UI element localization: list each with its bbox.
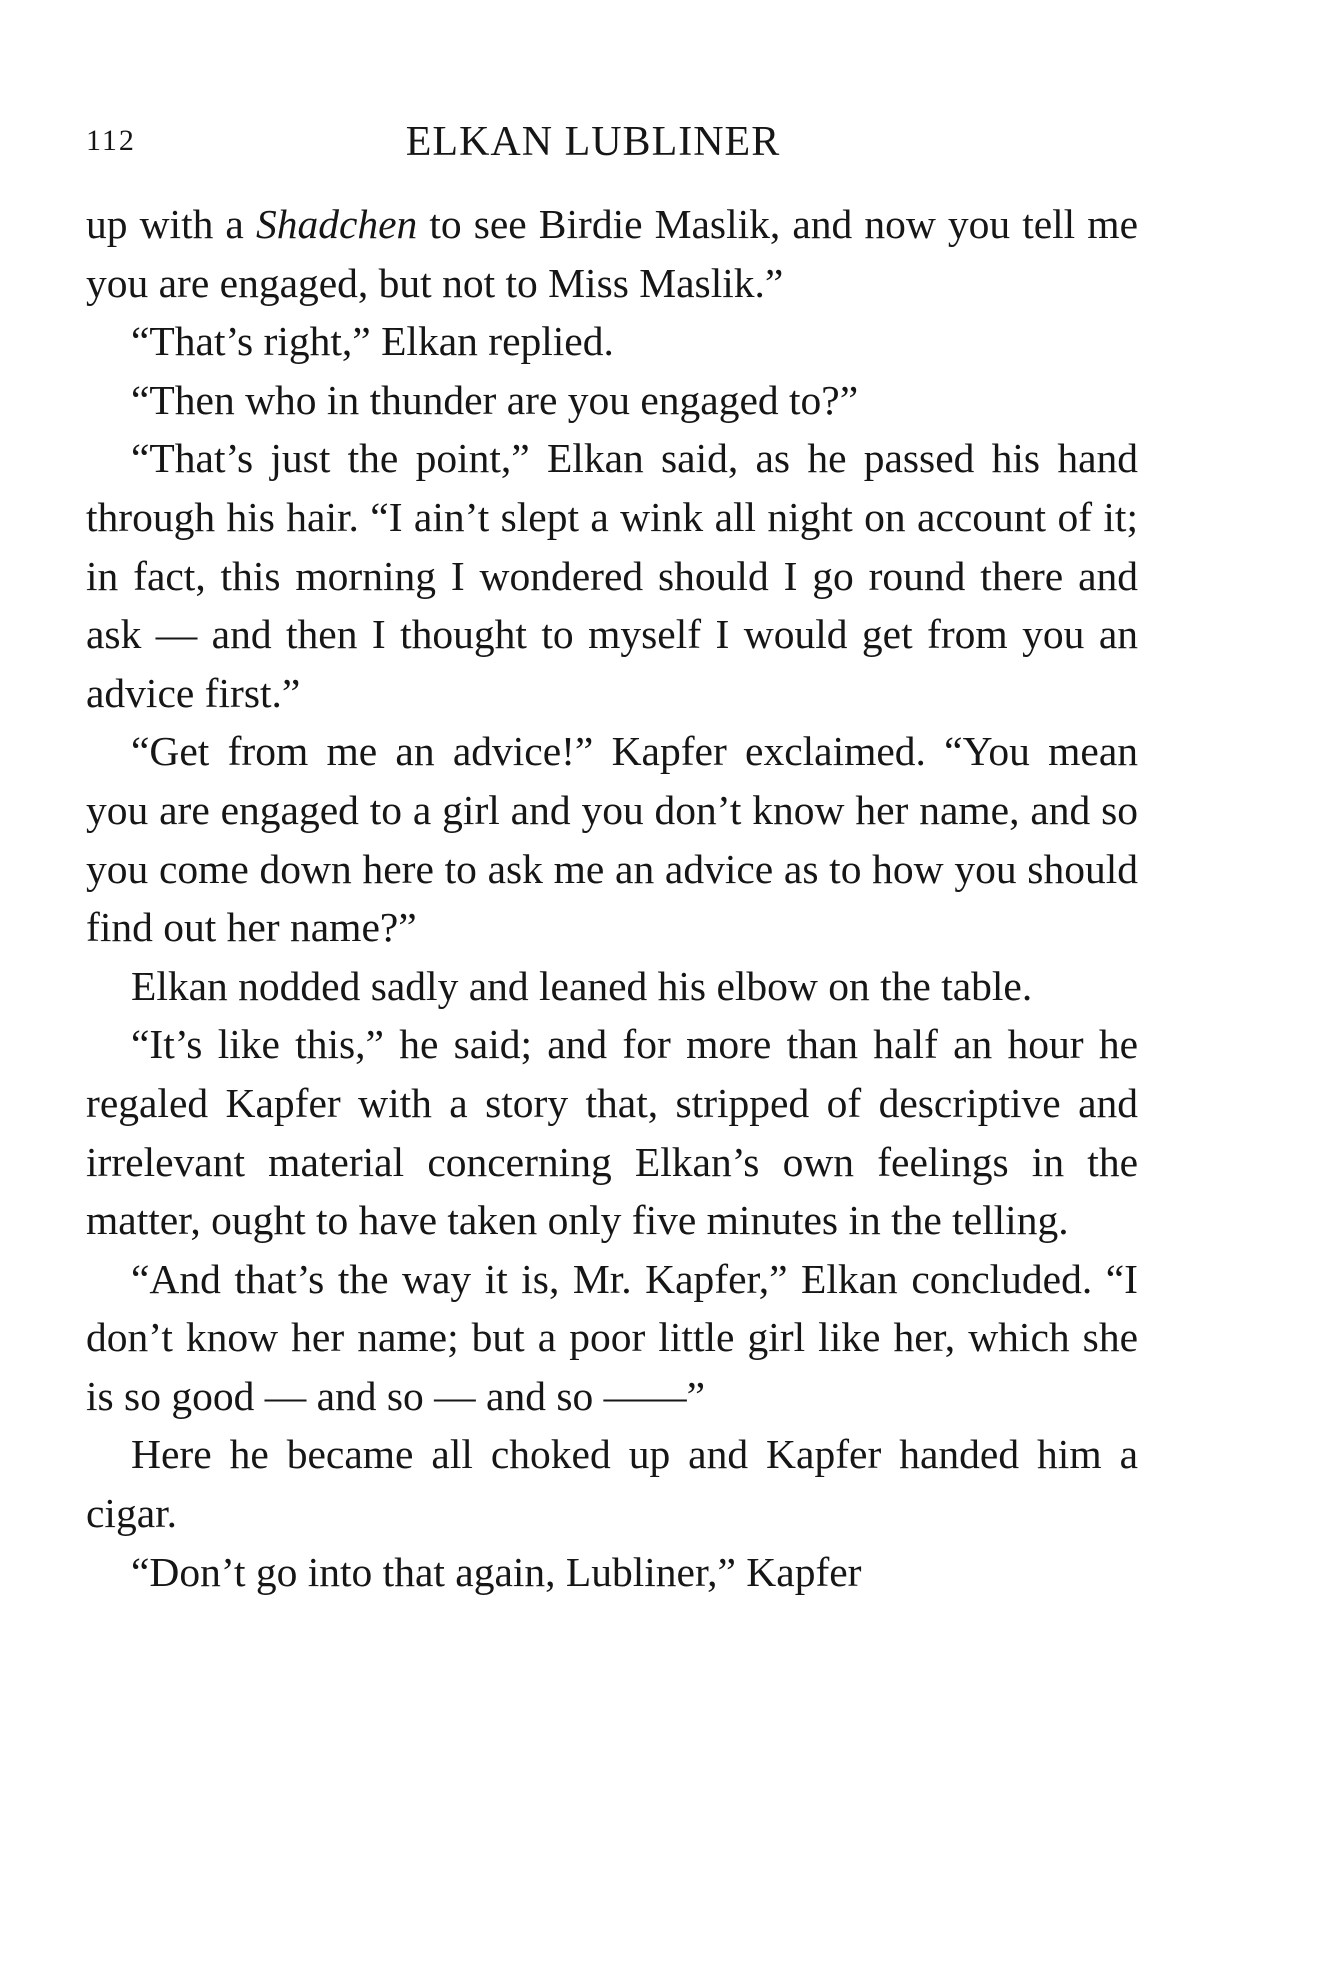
italic-word: Shadchen [255, 201, 418, 247]
paragraph: “Then who in thunder are you engaged to?” [131, 376, 859, 423]
paragraph: Here he became all choked up and Kapfer handed him a cigar. [86, 1431, 1138, 1537]
page-header [86, 118, 1140, 174]
paragraph: “That’s just the point,” Elkan said, as he passed his hand through his hair. “I ain’t slept a wink all night on account of it; in fact, this morning I wondered should I go round there and ask — and then I thought to myself I would get from you an advice first.” [86, 435, 1138, 716]
paragraph: “Don’t go into that again, Lubliner,” Kapfer [131, 1548, 862, 1595]
paragraph: up with a Shadchen to see Birdie Maslik, and now you tell me you are engaged, but not to Miss Maslik.” [86, 201, 1138, 306]
paragraph: Elkan nodded sadly and leaned his elbow on the table. [131, 962, 1033, 1009]
paragraph: “It’s like this,” he said; and for more than half an hour he regaled Kapfer with a story that, stripped of descriptive and irrelevant material concerning Elkan’s own feelings in the matter, ought to have taken only five minutes in the telling. [86, 1021, 1138, 1244]
running-title: ELKAN LUBLINER [405, 119, 781, 165]
paragraph: “And that’s the way it is, Mr. Kapfer,” Elkan concluded. “I don’t know her name; but a poor little girl like her, which she is so good — and so — and so ——” [86, 1255, 1138, 1419]
paragraph: “Get from me an advice!” Kapfer exclaimed. “You mean you are engaged to a girl and you don’t know her name, and so you come down here to ask me an advice as to how you should find out her name?” [86, 728, 1138, 951]
body-text [86, 195, 1138, 1601]
page-number: 112 [86, 124, 136, 157]
paragraph: “That’s right,” Elkan replied. [131, 318, 614, 365]
